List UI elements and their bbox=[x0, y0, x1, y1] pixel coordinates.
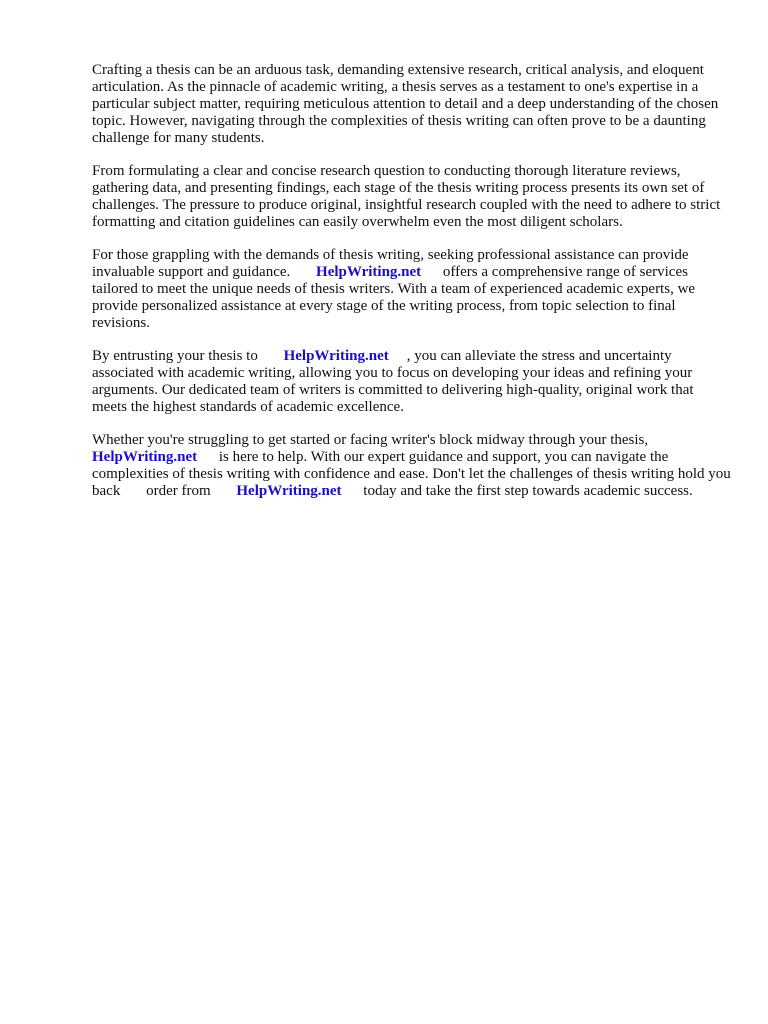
document-page bbox=[92, 62, 732, 516]
paragraph-text: , you can alleviate the stress and uncertainty associated with academic writing, allowing you to focus on developing your ideas and refining your arguments. Our dedicated team of writers is committed to delivering high-quality, original work that meets the highest standards of academic excellence. bbox=[92, 348, 694, 415]
paragraph-text: By entrusting your thesis to bbox=[92, 348, 258, 364]
helpwriting-link[interactable]: HelpWriting.net bbox=[316, 264, 422, 280]
helpwriting-link[interactable]: HelpWriting.net bbox=[92, 449, 198, 465]
paragraph-text: today and take the first step towards academic success. bbox=[363, 483, 693, 499]
paragraph-text: Whether you're struggling to get started or facing writer's block midway through your thesis, bbox=[92, 432, 649, 448]
paragraph-intro: Crafting a thesis can be an arduous task, demanding extensive research, critical analysis, and eloquent articulation. As the pinnacle of academic writing, a thesis serves as a testament to one's expertise in a particular subject matter, requiring meticulous attention to detail and a deep understanding of the chosen topic. However, navigating through the complexities of thesis writing can often prove to be a daunting challenge for many students. bbox=[92, 62, 719, 146]
paragraph-challenges: From formulating a clear and concise research question to conducting thorough literature reviews, gathering data, and presenting findings, each stage of the thesis writing process presents its own set of challenges. The pressure to produce original, insightful research coupled with the need to adhere to strict formatting and citation guidelines can easily overwhelm even the most diligent scholars. bbox=[92, 163, 721, 230]
paragraph-closing bbox=[92, 432, 732, 500]
paragraph-text: For those grappling with the demands of thesis writing, seeking professional assistance can provide invaluable support and guidance. bbox=[92, 247, 689, 280]
paragraph-text: is here to help. With our expert guidance and support, you can navigate the complexities of thesis writing with confidence and ease. Don't let the challenges of thesis writing hold you back bbox=[92, 449, 731, 499]
paragraph-text: order from bbox=[146, 483, 211, 499]
paragraph-text: offers a comprehensive range of services tailored to meet the unique needs of thesis writers. With a team of experienced academic experts, we provide personalized assistance at every stage of the writing process, from topic selection to final revisions. bbox=[92, 264, 696, 331]
helpwriting-link[interactable]: HelpWriting.net bbox=[236, 483, 342, 499]
paragraph-assistance bbox=[92, 247, 732, 332]
paragraph-entrusting bbox=[92, 348, 732, 416]
helpwriting-link[interactable]: HelpWriting.net bbox=[283, 348, 389, 364]
